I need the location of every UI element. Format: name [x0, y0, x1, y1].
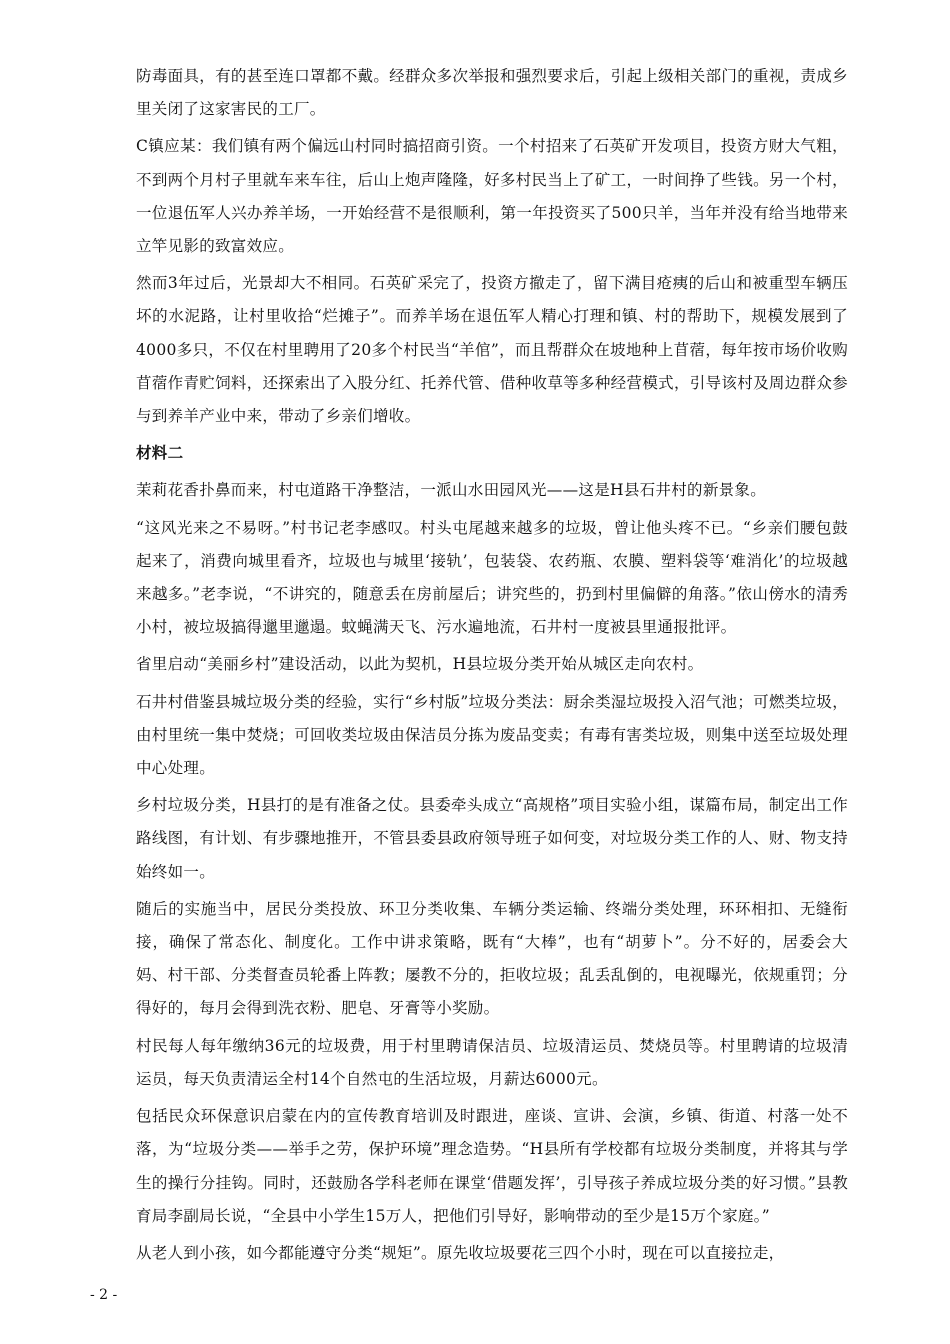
paragraph-rural-classification-method: 石井村借鉴县城垃圾分类的经验，实行“乡村版”垃圾分类法：厨余类湿垃圾投入沼气池；可燃类垃圾，由村里统一集中焚烧；可回收类垃圾由保洁员分拣为废品变卖；有毒有害类垃圾，则集中送至垃圾处理中心处理。	[136, 692, 848, 778]
page-number: - 2 -	[90, 1287, 118, 1303]
paragraph-three-years-later: 然而3年过后，光景却大不相同。石英矿采完了，投资方撤走了，留下满目疮痍的后山和被重型车辆压坏的水泥路，让村里收拾“烂摊子”。而养羊场在退伍军人精心打理和镇、村的帮助下，规模发展到了4000多只，不仅在村里聘用了20多个村民当“羊倌”，而且帮群众在坡地种上苜蓿，每年按市场价收购苜蓿作青贮饲料，还探索出了入股分红、托养代管、借种收草等多种经营模式，引导该村及周边群众参与到养羊产业中来，带动了乡亲们增收。	[136, 274, 848, 426]
paragraph-village-secretary: “这风光来之不易呀。”村书记老李感叹。村头屯尾越来越多的垃圾，曾让他头疼不已。“乡亲们腰包鼓起来了，消费向城里看齐，垃圾也与城里‘接轨’，包装袋、农药瓶、农膜、塑料袋等‘难消化’的垃圾越来越多。”老李说，“不讲究的，随意丢在房前屋后；讲究些的，扔到村里偏僻的角落。”依山傍水的清秀小村，被垃圾搞得邋里邋遢。蚊蝇满天飞、污水遍地流，石井村一度被县里通报批评。	[136, 518, 848, 637]
paragraph-county-preparation: 乡村垃圾分类，H县打的是有准备之仗。县委牵头成立“高规格”项目实验小组，谋篇布局，制定出工作路线图，有计划、有步骤地推开，不管县委县政府领导班子如何变，对垃圾分类工作的人、财、物支持始终如一。	[136, 796, 848, 881]
paragraph-jasmine-scene: 茉莉花香扑鼻而来，村屯道路干净整洁，一派山水田园风光——这是H县石井村的新景象。	[136, 481, 767, 500]
document-body	[136, 60, 848, 1274]
paragraph-implementation: 随后的实施当中，居民分类投放、环卫分类收集、车辆分类运输、终端分类处理，环环相扣、无缝衔接，确保了常态化、制度化。工作中讲求策略，既有“大棒”，也有“胡萝卜”。分不好的，居委会大妈、村干部、分类督查员轮番上阵教；屡教不分的，拒收垃圾；乱丢乱倒的，电视曝光，依规重罚；分得好的，每月会得到洗衣粉、肥皂、牙膏等小奖励。	[136, 899, 848, 1018]
paragraph-garbage-fee: 村民每人每年缴纳36元的垃圾费，用于村里聘请保洁员、垃圾清运员、焚烧员等。村里聘请的垃圾清运员，每天负责清运全村14个自然屯的生活垃圾，月薪达6000元。	[136, 1036, 848, 1088]
paragraph-education: 包括民众环保意识启蒙在内的宣传教育培训及时跟进，座谈、宣讲、会演，乡镇、街道、村落一处不落，为“垃圾分类——举手之劳，保护环境”理念造势。“H县所有学校都有垃圾分类制度，并将其与学生的操行分挂钩。同时，还鼓励各学科老师在课堂‘借题发挥’，引导孩子养成垃圾分类的好习惯。”县教育局李副局长说，“全县中小学生15万人，把他们引导好，影响带动的至少是15万个家庭。”	[136, 1107, 848, 1225]
paragraph-elders-to-children: 从老人到小孩，如今都能遵守分类“规矩”。原先收垃圾要花三四个小时，现在可以直接拉走，	[136, 1243, 785, 1262]
section-heading-material-two: 材料二	[136, 444, 184, 463]
paragraph-c-town-statement: C镇应某：我们镇有两个偏远山村同时搞招商引资。一个村招来了石英矿开发项目，投资方财大气粗，不到两个月村子里就车来车往，后山上炮声隆隆，好多村民当上了矿工，一时间挣了些钱。另一个村，一位退伍军人兴办养羊场，一开始经营不是很顺利，第一年投资买了500只羊，当年并没有给当地带来立竿见影的致富效应。	[136, 137, 848, 256]
paragraph-factory-closure: 防毒面具，有的甚至连口罩都不戴。经群众多次举报和强烈要求后，引起上级相关部门的重视，责成乡里关闭了这家害民的工厂。	[136, 67, 848, 119]
paragraph-beautiful-village: 省里启动“美丽乡村”建设活动，以此为契机，H县垃圾分类开始从城区走向农村。	[136, 655, 704, 674]
